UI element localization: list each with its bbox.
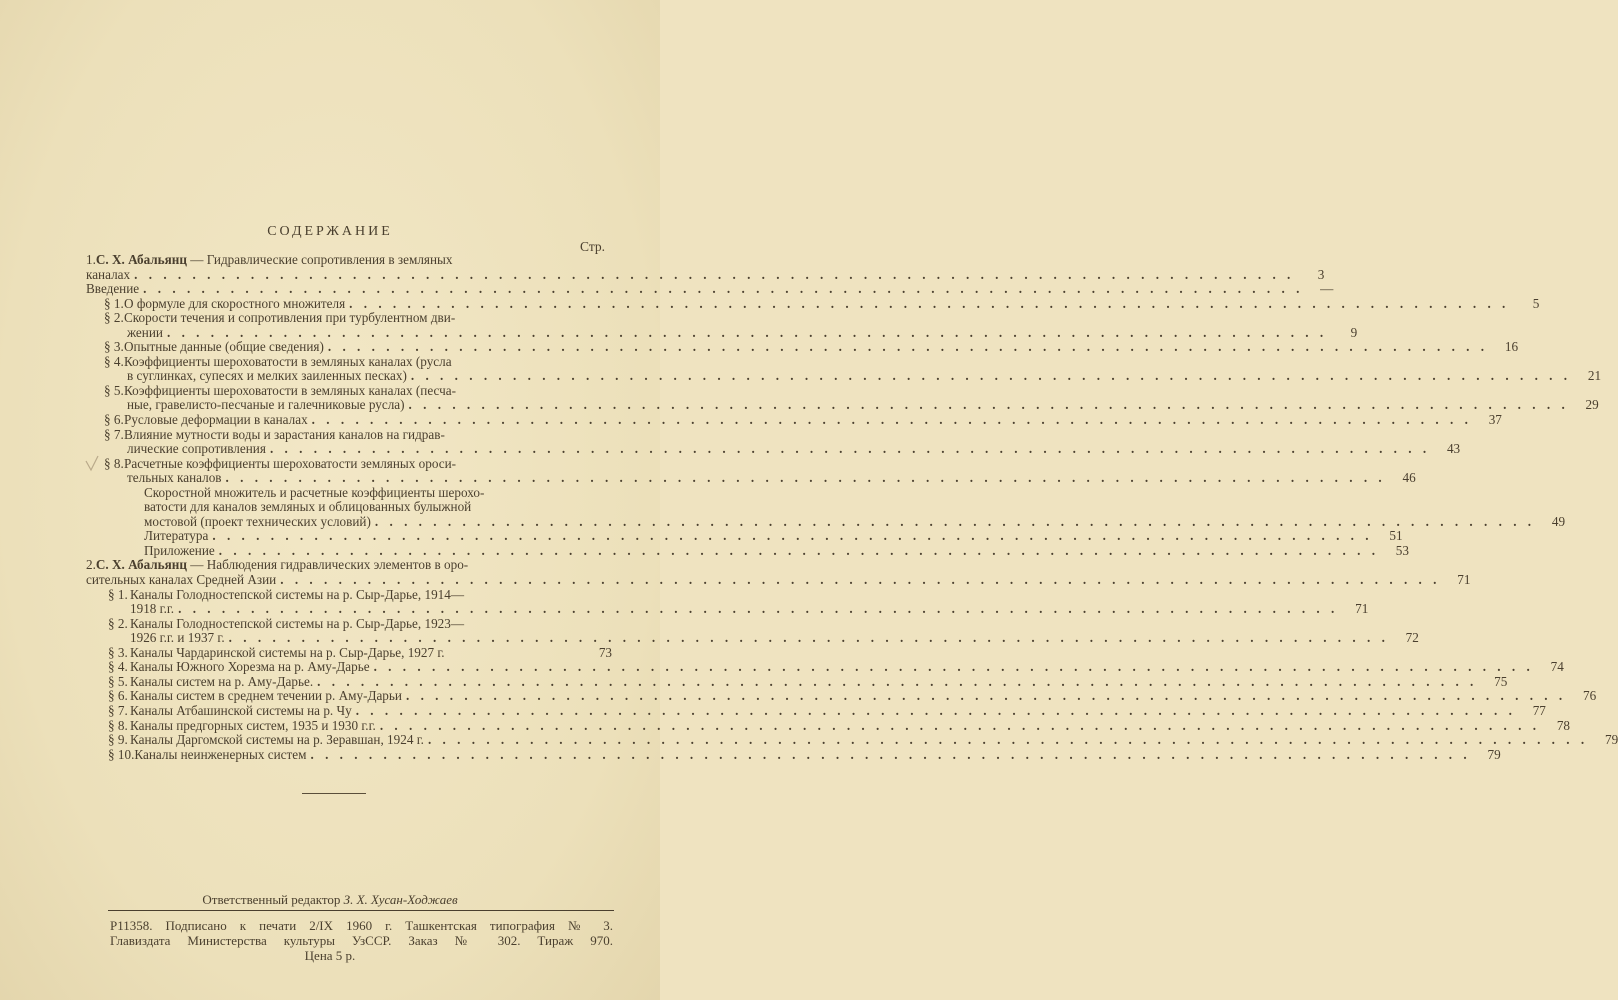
dot-leader: . . . . . . . . . . . . . . . . . . . . . . . . . . . . . . . . . . . . . . . . . . . . . . . . . . . . . . . . . . . . . . . . . . . . . . . . . . . . . . . . (311, 412, 1472, 428)
toc-title: ватости для каналов земляных и облицованных булыжной (144, 499, 472, 515)
toc-page-number (582, 355, 612, 370)
toc-title: 1918 г.г. (130, 601, 175, 617)
toc-title: Каналы систем на р. Аму-Дарье. (130, 673, 314, 689)
toc-page-number (582, 617, 612, 632)
toc-number: § 5. (108, 673, 128, 689)
toc-page-number: 51 (1389, 528, 1403, 544)
toc-title: Каналы Голодностепской системы на р. Сыр-Дарье, 1923— (130, 615, 465, 631)
toc-page-number: 72 (1405, 630, 1419, 646)
toc-number: § 3. (108, 644, 128, 660)
toc-number: § 10. (108, 746, 135, 762)
toc-page-number: 49 (1551, 513, 1566, 529)
toc-line (86, 646, 612, 661)
toc-line (86, 746, 1501, 763)
toc-line (86, 266, 1325, 283)
toc-line (86, 457, 612, 472)
toc-text (108, 660, 370, 675)
dot-leader: . . . . . . . . . . . . . . . . . . . . . . . . . . . . . . . . . . . . . . . . . . . . . . . . . . . . . . . . . . . . . . . . . . . . . . . . . . . . . . . . (317, 673, 1478, 689)
toc-line (86, 688, 1597, 704)
toc-entry (86, 659, 1564, 675)
toc-page-number (582, 428, 612, 443)
toc-text (144, 544, 215, 559)
toc-line (86, 253, 612, 268)
toc-entry (86, 353, 1602, 384)
toc-text (108, 689, 402, 704)
toc-entry (86, 339, 1519, 355)
toc-page-number (582, 558, 612, 573)
toc-title: Каналы неинженерных систем (134, 746, 307, 762)
dot-leader (464, 617, 582, 632)
toc-page-number: 79 (1604, 732, 1618, 748)
toc-text (130, 602, 174, 617)
toc-page-number: 76 (1583, 688, 1597, 704)
toc-entry (86, 455, 1416, 486)
toc-entry (86, 702, 1546, 719)
toc-entry (86, 426, 1461, 457)
toc-author: С. Х. Абальянц (95, 557, 187, 573)
imprint-price: Цена 5 р. (304, 948, 356, 963)
toc-page-number: 29 (1585, 397, 1599, 413)
toc-title: Каналы Чардаринской системы на р. Сыр-Дарье, 1927 г. (130, 644, 445, 660)
toc-entry (86, 732, 1618, 748)
toc-title: Каналы предгорных систем, 1935 и 1930 г.г. (130, 717, 376, 733)
toc-line (86, 339, 1519, 355)
toc-text (86, 253, 452, 268)
dot-leader: . . . . . . . . . . . . . . . . . . . . . . . . . . . . . . . . . . . . . . . . . . . . . . . . . . . . . . . . . . . . . . . . . . . . . . . . . . . . . . . . (134, 266, 1295, 282)
toc-line (86, 528, 1403, 544)
toc-text (108, 646, 445, 661)
toc-title: Коэффициенты шероховатости в земляных каналах (песча- (124, 382, 456, 398)
toc-text (127, 471, 222, 486)
toc-text (130, 631, 225, 646)
toc-title: ные, гравелисто-песчаные и галечниковые русла) (127, 397, 405, 413)
toc-text (104, 384, 456, 399)
toc-text (108, 617, 464, 632)
toc-text (104, 428, 445, 443)
dot-leader: . . . . . . . . . . . . . . . . . . . . . . . . . . . . . . . . . . . . . . . . . . . . . . . . . . . . . . . . . . . . . . . . . . . . . . . . . . . . . . . . (374, 513, 1536, 529)
toc-entry (86, 673, 1508, 690)
editor-label: Ответственный редактор (202, 892, 341, 907)
toc-line (86, 601, 1369, 617)
toc-page-number: 16 (1504, 339, 1519, 355)
toc-page-number: 79 (1487, 746, 1501, 762)
dot-leader: . . . . . . . . . . . . . . . . . . . . . . . . . . . . . . . . . . . . . . . . . . . . . . . . . . . . . . . . . . . . . . . . . . . . . . . . . . . . . . . . (218, 542, 1379, 558)
toc-title: Влияние мутности воды и зарастания каналов на гидрав- (124, 426, 445, 442)
dot-leader (464, 588, 582, 603)
toc-line (86, 630, 1419, 646)
toc-line (86, 558, 612, 573)
dot-leader (452, 253, 582, 268)
dot-leader (471, 500, 582, 515)
toc-title: — Гидравлические сопротивления в земляных (187, 252, 453, 267)
toc-page-number: 71 (1457, 572, 1471, 588)
toc-line (86, 368, 1602, 384)
dot-leader: . . . . . . . . . . . . . . . . . . . . . . . . . . . . . . . . . . . . . . . . . . . . . . . . . . . . . . . . . . . . . . . . . . . . . . . . . . . . . . . . (269, 441, 1431, 457)
toc-number: § 7. (108, 702, 128, 718)
toc-page-number: 46 (1402, 470, 1416, 486)
toc-line (86, 673, 1508, 690)
toc-number: § 3. (104, 339, 124, 355)
toc-number: § 2. (108, 615, 128, 631)
toc-entry (86, 252, 1325, 282)
dot-leader (445, 428, 582, 443)
toc-text (127, 369, 407, 384)
toc-title: Каналы Атбашинской системы на р. Чу (130, 702, 352, 718)
toc-text (104, 355, 452, 370)
dot-leader (455, 311, 582, 326)
toc-number: § 1. (108, 586, 128, 602)
toc-number: § 9. (108, 732, 128, 748)
dot-leader: . . . . . . . . . . . . . . . . . . . . . . . . . . . . . . . . . . . . . . . . . . . . . . . . . . . . . . . . . . . . . . . . . . . . . . . . . . . . . . . . (225, 470, 1386, 486)
toc-line (86, 717, 1571, 734)
toc-text (104, 340, 324, 355)
toc-page-number (582, 486, 612, 501)
separator-line (302, 793, 366, 794)
toc-number: § 5. (104, 382, 124, 398)
toc-page-number (582, 457, 612, 472)
toc-line (86, 617, 612, 632)
dot-leader: . . . . . . . . . . . . . . . . . . . . . . . . . . . . . . . . . . . . . . . . . . . . . . . . . . . . . . . . . . . . . . . . . . . . . . . . . . . . . . . . (166, 324, 1328, 340)
toc-text (127, 398, 405, 413)
toc-text (104, 311, 455, 326)
toc-text (104, 297, 345, 312)
toc-text (144, 515, 371, 530)
toc-line (86, 324, 1358, 341)
dot-leader: . . . . . . . . . . . . . . . . . . . . . . . . . . . . . . . . . . . . . . . . . . . . . . . . . . . . . . . . . . . . . . . . . . . . . . . . . . . . . . . . (327, 339, 1489, 355)
toc-entry (86, 542, 1409, 559)
toc-line (86, 441, 1461, 457)
toc-title: сительных каналах Средней Азии (86, 572, 277, 588)
toc-line (86, 542, 1409, 559)
toc-title: Скоростной множитель и расчетные коэффициенты шерохо- (144, 484, 485, 500)
toc-title: О формуле для скоростного множителя (124, 295, 346, 311)
toc-entry (86, 586, 1369, 617)
toc-page-number: 21 (1587, 368, 1602, 384)
toc-line (86, 500, 612, 515)
toc-page-number: 77 (1532, 702, 1546, 718)
toc-text (86, 558, 468, 573)
toc-page-number: 74 (1550, 659, 1564, 675)
toc-title: Опытные данные (общие сведения) (124, 339, 324, 355)
toc-page-number (582, 253, 612, 268)
dot-leader (456, 457, 582, 472)
toc-title: Расчетные коэффициенты шероховатости земляных ороси- (124, 455, 457, 471)
toc-title: мостовой (проект технических условий) (144, 513, 371, 529)
toc-page-number (582, 588, 612, 603)
toc-entry (86, 615, 1419, 646)
toc-page-number (582, 311, 612, 326)
toc-line (86, 281, 1334, 297)
toc-title: Введение (86, 281, 140, 297)
toc-page-number: 9 (1350, 324, 1358, 340)
toc-number: 2. (86, 557, 96, 573)
dot-leader: . . . . . . . . . . . . . . . . . . . . . . . . . . . . . . . . . . . . . . . . . . . . . . . . . . . . . . . . . . . . . . . . . . . . . . . . . . . . . . . . (410, 368, 1572, 384)
toc-line (86, 732, 1618, 748)
toc-text (108, 733, 424, 748)
toc-page-number: 3 (1317, 266, 1325, 282)
dot-leader (484, 486, 582, 501)
toc-line (86, 572, 1471, 588)
toc-entry (86, 295, 1540, 312)
toc-text (108, 748, 306, 763)
toc-title: Скорости течения и сопротивления при турбулентном дви- (124, 310, 456, 326)
toc-page-number: — (1320, 281, 1334, 297)
toc-line (86, 397, 1599, 413)
imprint-rule (108, 910, 614, 911)
toc-text (104, 413, 308, 428)
toc-line (86, 412, 1502, 428)
toc-title: в суглинках, супесях и мелких заиленных песках) (127, 368, 407, 384)
toc-page-number: 43 (1446, 441, 1461, 457)
toc-page-number (582, 500, 612, 515)
toc-text (127, 326, 163, 341)
dot-leader: . . . . . . . . . . . . . . . . . . . . . . . . . . . . . . . . . . . . . . . . . . . . . . . . . . . . . . . . . . . . . . . . . . . . . . . . . . . . . . . . (379, 717, 1541, 733)
dot-leader (452, 355, 582, 370)
toc-text (144, 486, 484, 501)
toc-title: Коэффициенты шероховатости в земляных каналах (русла (124, 353, 452, 369)
toc-title: Каналы Голодностепской системы на р. Сыр-Дарье, 1914— (130, 586, 465, 602)
editor-name: З. Х. Хусан-Ходжаев (343, 892, 458, 907)
toc-number: § 6. (104, 412, 124, 428)
toc-text (144, 529, 208, 544)
dot-leader: . . . . . . . . . . . . . . . . . . . . . . . . . . . . . . . . . . . . . . . . . . . . . . . . . . . . . . . . . . . . . . . . . . . . . . . . . . . . . . . . (212, 528, 1373, 544)
toc-title: Каналы Южного Хорезма на р. Аму-Дарье (130, 659, 370, 675)
toc-entry (86, 746, 1501, 763)
toc-title: — Наблюдения гидравлических элементов в оро- (187, 557, 469, 573)
toc-title: лические сопротивления (127, 441, 266, 457)
dot-leader: . . . . . . . . . . . . . . . . . . . . . . . . . . . . . . . . . . . . . . . . . . . . . . . . . . . . . . . . . . . . . . . . . . . . . . . . . . . . . . . . (228, 630, 1389, 646)
toc-text (144, 500, 471, 515)
dot-leader (456, 384, 582, 399)
toc-number: § 4. (108, 659, 128, 675)
toc-line (86, 355, 612, 370)
toc-title: каналах (86, 266, 131, 282)
toc-page-number: 71 (1355, 601, 1369, 617)
dot-leader: . . . . . . . . . . . . . . . . . . . . . . . . . . . . . . . . . . . . . . . . . . . . . . . . . . . . . . . . . . . . . . . . . . . . . . . . . . . . . . . . (280, 572, 1441, 588)
toc-text (108, 704, 352, 719)
toc-title: 1926 г.г. и 1937 г. (130, 630, 225, 646)
toc-title: Русловые деформации в каналах (124, 412, 308, 428)
toc-line (86, 311, 612, 326)
toc-number: § 7. (104, 426, 124, 442)
dot-leader: . . . . . . . . . . . . . . . . . . . . . . . . . . . . . . . . . . . . . . . . . . . . . . . . . . . . . . . . . . . . . . . . . . . . . . . . . . . . . . . . (355, 702, 1516, 718)
toc-number: § 8. (108, 717, 128, 733)
toc-line (86, 702, 1546, 719)
toc-author: С. Х. Абальянц (95, 252, 187, 267)
dot-leader: . . . . . . . . . . . . . . . . . . . . . . . . . . . . . . . . . . . . . . . . . . . . . . . . . . . . . . . . . . . . . . . . . . . . . . . . . . . . . . . . (373, 659, 1534, 675)
toc-text (127, 442, 266, 457)
toc-entry (86, 717, 1571, 734)
toc-page-number (582, 384, 612, 399)
toc-line (86, 384, 612, 399)
toc-page-number: 37 (1488, 412, 1502, 428)
toc-text (108, 675, 313, 690)
toc-line (86, 588, 612, 603)
dot-leader: . . . . . . . . . . . . . . . . . . . . . . . . . . . . . . . . . . . . . . . . . . . . . . . . . . . . . . . . . . . . . . . . . . . . . . . . . . . . . . . . (349, 295, 1510, 311)
dot-leader: . . . . . . . . . . . . . . . . . . . . . . . . . . . . . . . . . . . . . . . . . . . . . . . . . . . . . . . . . . . . . . . . . . . . . . . . . . . . . . . . (178, 601, 1339, 617)
toc-number: § 2. (104, 310, 124, 326)
toc-line (86, 513, 1566, 530)
dot-leader (445, 646, 582, 661)
toc-number: § 4. (104, 353, 124, 369)
toc-title: Каналы Даргомской системы на р. Зеравшан, 1924 г. (130, 732, 424, 748)
toc-line (86, 470, 1416, 486)
dot-leader: . . . . . . . . . . . . . . . . . . . . . . . . . . . . . . . . . . . . . . . . . . . . . . . . . . . . . . . . . . . . . . . . . . . . . . . . . . . . . . . . (405, 688, 1567, 704)
toc-entry (86, 528, 1403, 544)
toc-page-number: 5 (1532, 295, 1540, 311)
toc-entry (86, 557, 1471, 588)
imprint-line: Главиздата Министерства культуры УзССР. Заказ № 302. Тираж 970. (110, 933, 613, 948)
toc-title: тельных каналов (127, 470, 222, 486)
dot-leader: . . . . . . . . . . . . . . . . . . . . . . . . . . . . . . . . . . . . . . . . . . . . . . . . . . . . . . . . . . . . . . . . . . . . . . . . . . . . . . . . (427, 732, 1589, 748)
responsible-editor (0, 892, 660, 908)
toc-entry (86, 646, 612, 661)
dot-leader: . . . . . . . . . . . . . . . . . . . . . . . . . . . . . . . . . . . . . . . . . . . . . . . . . . . . . . . . . . . . . . . . . . . . . . . . . . . . . . . . (408, 397, 1569, 413)
toc-line (86, 428, 612, 443)
toc-title: Каналы систем в среднем течении р. Аму-Дарьи (130, 688, 402, 704)
toc-line (86, 486, 612, 501)
toc-page-number: 53 (1395, 542, 1409, 558)
toc-text (86, 573, 276, 588)
toc-number: § 8. (104, 455, 124, 471)
toc-text (108, 719, 376, 734)
toc-line (86, 659, 1564, 675)
contents-heading: СОДЕРЖАНИЕ (267, 224, 393, 239)
dot-leader: . . . . . . . . . . . . . . . . . . . . . . . . . . . . . . . . . . . . . . . . . . . . . . . . . . . . . . . . . . . . . . . . . . . . . . . . . . . . . . . . (310, 746, 1471, 762)
imprint-line: Р11358. Подписано к печати 2/IX 1960 г. Ташкентская типография № 3. (110, 918, 613, 933)
toc-text (86, 268, 130, 283)
toc-number: § 6. (108, 688, 128, 704)
toc-number: 1. (86, 252, 96, 267)
toc-number: § 1. (104, 295, 124, 311)
toc-line (86, 295, 1540, 312)
toc-text (86, 282, 139, 297)
toc-text (104, 457, 456, 472)
toc-entry (86, 412, 1502, 428)
toc-entry (86, 382, 1599, 413)
toc-title: жении (127, 324, 163, 340)
toc-text (108, 588, 464, 603)
toc-entry (86, 688, 1597, 704)
page-column-label: Стр. (580, 239, 606, 254)
toc-entry (86, 310, 1358, 340)
toc-page-number: 73 (598, 644, 612, 660)
toc-entry (86, 484, 1566, 530)
toc-page-number: 75 (1494, 673, 1508, 689)
toc-title: Приложение (144, 542, 215, 558)
toc-title: Литература (144, 528, 209, 544)
dot-leader (468, 558, 582, 573)
toc-page-number: 78 (1556, 717, 1571, 733)
dot-leader: . . . . . . . . . . . . . . . . . . . . . . . . . . . . . . . . . . . . . . . . . . . . . . . . . . . . . . . . . . . . . . . . . . . . . . . . . . . . . . . . (143, 281, 1304, 297)
toc-entry (86, 281, 1334, 297)
table-of-contents (86, 252, 1618, 762)
